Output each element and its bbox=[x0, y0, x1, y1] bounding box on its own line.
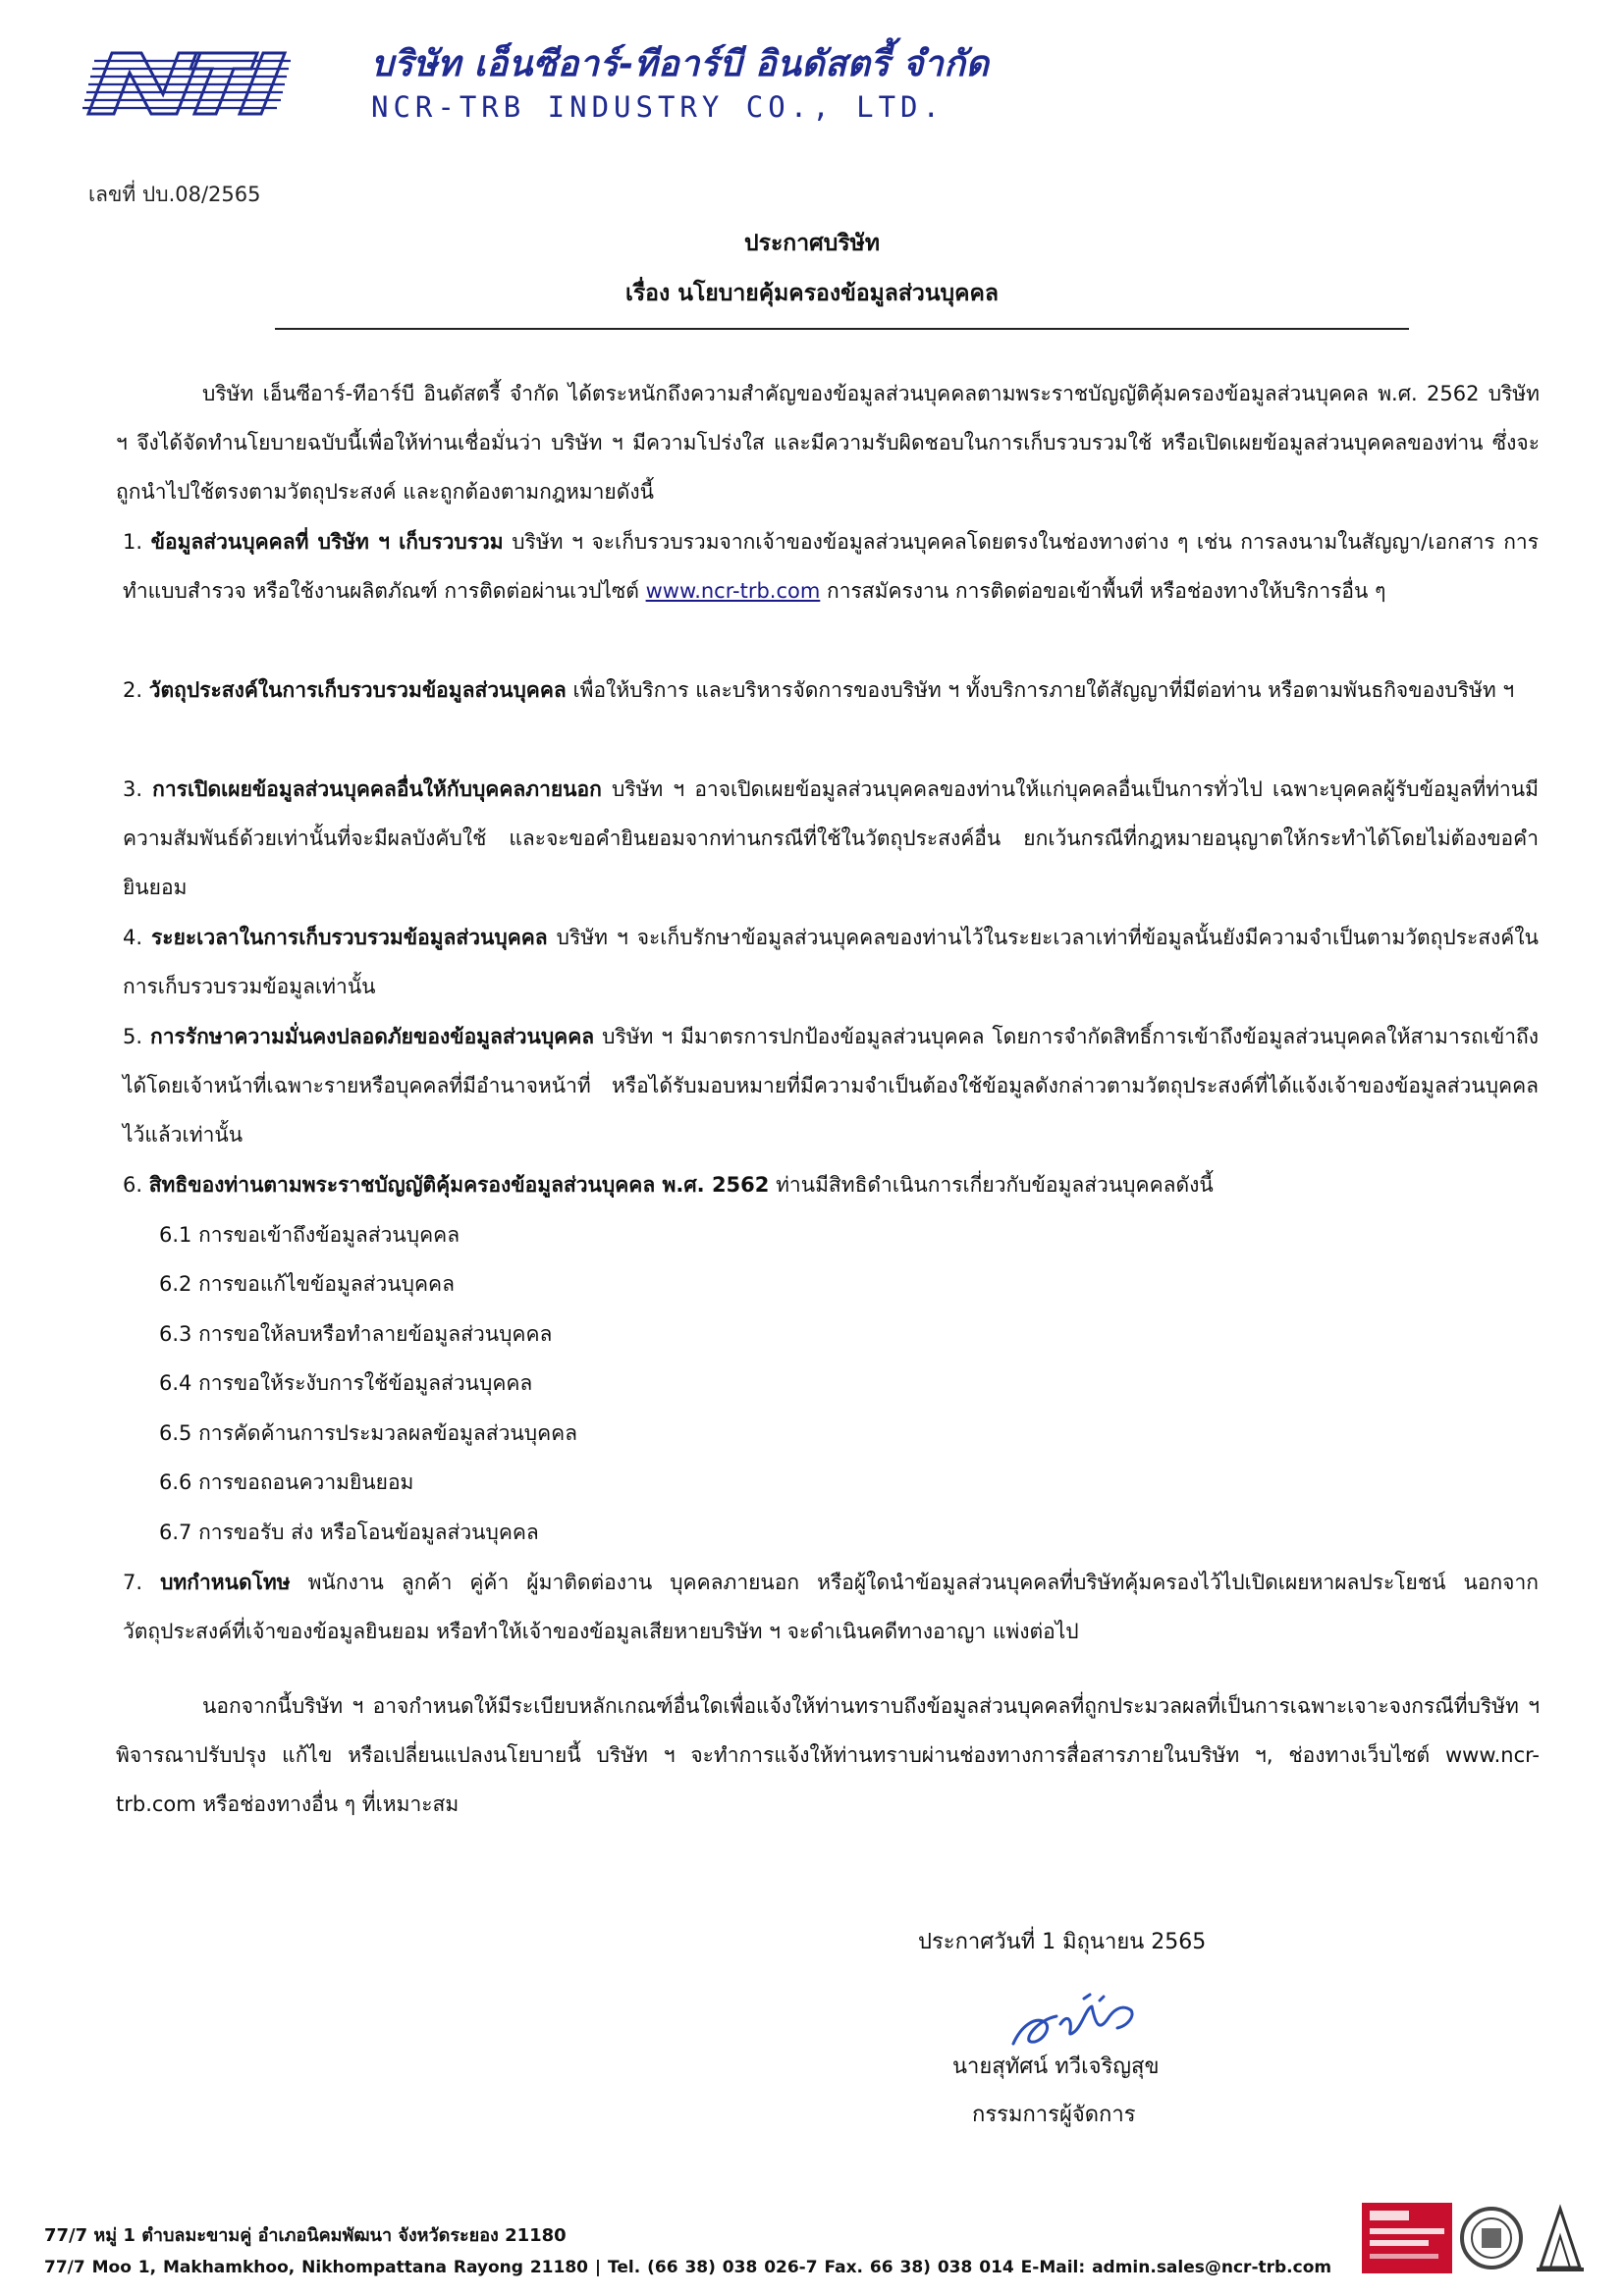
policy-item-7 bbox=[123, 1558, 1539, 1656]
closing-paragraph: นอกจากนี้บริษัท ฯ อาจกำหนดให้มีระเบียบหลักเกณฑ์อื่นใดเพื่อแจ้งให้ท่านทราบถึงข้อมูลส่วนบุคคลที่ถูกประมวลผลที่เป็นการเฉพาะเจาะจงกรณีที่บริษัท ฯ พิจารณาปรับปรุง แก้ไข หรือเปลี่ยนแปลงนโยบายนี้ บริษัท ฯ จะทำการแจ้งให้ท่านทราบผ่านช่องทางการสื่อสารภายในบริษัท ฯ, ช่องทางเว็บไซต์ www.ncr-trb.com หรือช่องทางอื่น ๆ ที่เหมาะสม bbox=[116, 1694, 1540, 1816]
rights-item-6-6: 6.6 การขอถอนความยินยอม bbox=[159, 1470, 414, 1494]
item-heading: ข้อมูลส่วนบุคคลที่ บริษัท ฯ เก็บรวบรวม bbox=[150, 530, 504, 554]
item-text: บริษัท ฯ จะเก็บรักษาข้อมูลส่วนบุคคลของท่านไว้ในระยะเวลาเท่าที่ข้อมูลนั้นยังมีความจำเป็นตามวัตถุประสงค์ในการเก็บรวบรวมข้อมูลเท่านั้น bbox=[123, 926, 1539, 998]
item-text: บริษัท ฯ จะเก็บรวบรวมจากเจ้าของข้อมูลส่วนบุคคลโดยตรงในช่องทางต่าง ๆ เช่น การลงนามในสัญญา/เอกสาร การทำแบบสำรวจ หรือใช้งานผลิตภัณฑ์ การติดต่อผ่านเวปไซต์ bbox=[123, 530, 1539, 603]
intro-paragraph: บริษัท เอ็นซีอาร์-ทีอาร์บี อินดัสตรี้ จำกัด ได้ตระหนักถึงความสำคัญของข้อมูลส่วนบุคคลตามพระราชบัญญัติคุ้มครองข้อมูลส่วนบุคคล พ.ศ. 2562 บริษัท ฯ จึงได้จัดทำนโยบายฉบับนี้เพื่อให้ท่านเชื่อมั่นว่า บริษัท ฯ มีความโปร่งใส และมีความรับผิดชอบในการเก็บรวบรวมใช้ หรือเปิดเผยข้อมูลส่วนบุคคลของท่าน ซึ่งจะถูกนำไปใช้ตรงตามวัตถุประสงค์ และถูกต้องตามกฎหมายดังนี้ bbox=[116, 382, 1540, 504]
item-text: บริษัท ฯ อาจเปิดเผยข้อมูลส่วนบุคคลของท่านให้แก่บุคคลอื่นเป็นการทั่วไป เฉพาะบุคคลผู้รับข้อมูลที่ท่านมีความสัมพันธ์ด้วยเท่านั้นที่จะมีผลบังคับใช้ และจะขอคำยินยอมจากท่านกรณีที่ใช้ในวัตถุประสงค์อื่น ยกเว้นกรณีที่กฎหมายอนุญาตให้กระทำได้โดยไม่ต้องขอคำยินยอม bbox=[123, 777, 1539, 899]
rights-item-6-1: 6.1 การขอเข้าถึงข้อมูลส่วนบุคคล bbox=[159, 1223, 460, 1247]
item-heading: สิทธิของท่านตามพระราชบัญญัติคุ้มครองข้อมูลส่วนบุคคล พ.ศ. 2562 bbox=[148, 1173, 770, 1197]
item-heading: วัตถุประสงค์ในการเก็บรวบรวมข้อมูลส่วนบุคคล bbox=[148, 678, 567, 702]
company-name-english: NCR-TRB INDUSTRY CO., LTD. bbox=[371, 90, 945, 124]
item-number: 3. bbox=[123, 777, 143, 801]
policy-item-5 bbox=[123, 1012, 1539, 1159]
item-number: 5. bbox=[123, 1025, 143, 1048]
footer-address-english: 77/7 Moo 1, Makhamkhoo, Nikhompattana Rayong 21180 | Tel. (66 38) 038 026-7 Fax. 66 38) 038 014 E-Mail: admin.sales@ncr-trb.com bbox=[44, 2258, 1332, 2277]
rights-item-6-4: 6.4 การขอให้ระงับการใช้ข้อมูลส่วนบุคคล bbox=[159, 1371, 533, 1395]
announcement-title: ประกาศบริษัท bbox=[743, 231, 881, 256]
item-number: 2. bbox=[123, 678, 143, 702]
item-number: 6. bbox=[123, 1173, 143, 1197]
item-text: พนักงาน ลูกค้า คู่ค้า ผู้มาติดต่องาน บุคคลภายนอก หรือผู้ใดนำข้อมูลส่วนบุคคลที่บริษัทคุ้มครองไว้ไปเปิดเผยหาผลประโยชน์ นอกจากวัตถุประสงค์ที่เจ้าของข้อมูลยินยอม หรือทำให้เจ้าของข้อมูลเสียหายบริษัท ฯ จะดำเนินคดีทางอาญา แพ่งต่อไป bbox=[123, 1571, 1539, 1643]
item-number: 4. bbox=[123, 926, 143, 949]
item-number: 7. bbox=[123, 1571, 143, 1594]
item-text-continued: การสมัครงาน การติดต่อขอเข้าพื้นที่ หรือช่องทางให้บริการอื่น ๆ bbox=[827, 579, 1386, 603]
website-link[interactable]: www.ncr-trb.com bbox=[645, 579, 821, 603]
rights-item-6-3: 6.3 การขอให้ลบหรือทำลายข้อมูลส่วนบุคคล bbox=[159, 1322, 553, 1346]
rights-item-6-7: 6.7 การขอรับ ส่ง หรือโอนข้อมูลส่วนบุคคล bbox=[159, 1521, 539, 1544]
rights-item-6-5: 6.5 การคัดค้านการประมวลผลข้อมูลส่วนบุคคล bbox=[159, 1421, 578, 1445]
item-heading: การรักษาความมั่นคงปลอดภัยของข้อมูลส่วนบุคคล bbox=[150, 1025, 595, 1048]
item-heading: การเปิดเผยข้อมูลส่วนบุคคลอื่นให้กับบุคคลภายนอก bbox=[152, 777, 602, 801]
policy-item-4 bbox=[123, 913, 1539, 1011]
company-name-thai: บริษัท เอ็นซีอาร์-ทีอาร์บี อินดัสตรี้ จำกัด bbox=[371, 44, 990, 84]
footer-address-thai: 77/7 หมู่ 1 ตำบลมะขามคู่ อำเภอนิคมพัฒนา จังหวัดระยอง 21180 bbox=[44, 2225, 567, 2246]
item-heading: ระยะเวลาในการเก็บรวบรวมข้อมูลส่วนบุคคล bbox=[151, 926, 548, 949]
rights-item-6-2: 6.2 การขอแก้ไขข้อมูลส่วนบุคคล bbox=[159, 1272, 455, 1296]
policy-item-6 bbox=[123, 1160, 1539, 1209]
signer-position: กรรมการผู้จัดการ bbox=[972, 2103, 1136, 2127]
document-number: เลขที่ ปบ.08/2565 bbox=[88, 183, 261, 206]
item-text: ท่านมีสิทธิดำเนินการเกี่ยวกับข้อมูลส่วนบุคคลดังนี้ bbox=[776, 1173, 1214, 1197]
nti-logo bbox=[81, 39, 301, 128]
announcement-subject: เรื่อง นโยบายคุ้มครองข้อมูลส่วนบุคคล bbox=[624, 281, 1000, 306]
item-number: 1. bbox=[123, 530, 143, 554]
announcement-date: ประกาศวันที่ 1 มิถุนายน 2565 bbox=[918, 1930, 1207, 1954]
item-text: เพื่อให้บริการ และบริหารจัดการของบริษัท ฯ ทั้งบริการภายใต้สัญญาที่มีต่อท่าน หรือตามพันธกิจของบริษัท ฯ bbox=[572, 678, 1515, 702]
title-divider bbox=[275, 328, 1409, 330]
policy-item-2 bbox=[123, 666, 1539, 715]
iso-bureau-veritas-badges bbox=[1360, 2199, 1596, 2277]
item-heading: บทกำหนดโทษ bbox=[160, 1571, 291, 1594]
policy-item-1 bbox=[123, 517, 1539, 615]
policy-item-3 bbox=[123, 765, 1539, 912]
signer-name: นายสุทัศน์ ทวีเจริญสุข bbox=[952, 2055, 1160, 2079]
handwritten-signature bbox=[1001, 1987, 1149, 2056]
item-text: บริษัท ฯ มีมาตรการปกป้องข้อมูลส่วนบุคคล โดยการจำกัดสิทธิ์การเข้าถึงข้อมูลส่วนบุคคลให้สามารถเข้าถึงได้โดยเจ้าหน้าที่เฉพาะรายหรือบุคคลที่มีอำนาจหน้าที่ หรือได้รับมอบหมายที่มีความจำเป็นต้องใช้ข้อมูลดังกล่าวตามวัตถุประสงค์ที่ได้แจ้งเจ้าของข้อมูลส่วนบุคคลไว้แล้วเท่านั้น bbox=[123, 1025, 1539, 1147]
